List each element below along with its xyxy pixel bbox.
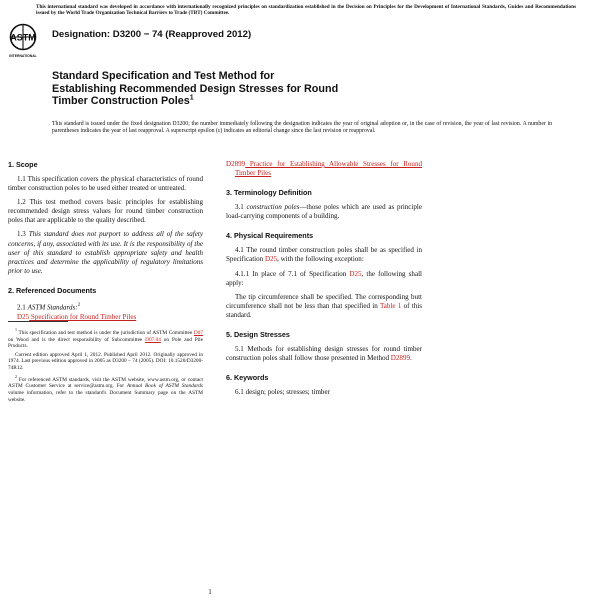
astm-logo-icon [8, 22, 38, 60]
subcommittee-d0704-link[interactable]: D07.04 [145, 336, 161, 343]
title-line-1: Standard Specification and Test Method for [52, 70, 275, 82]
footnote-2-text-b: volume information, refer to the standard's Document Summary page on the ASTM website. [8, 389, 203, 403]
reference-d2899-code-link[interactable]: D2899 [226, 160, 246, 168]
title-line-3: Timber Construction Poles [52, 95, 190, 108]
tip-text-a: The tip circumference shall be specified. The corresponding butt circumference shall not be less than that specified in [226, 292, 422, 310]
d25-reference-link[interactable]: D25 [264, 255, 278, 264]
paragraph-1-2: 1.2 This test method covers basic principles for establishing recommended design stress values for round timber construction poles that are applicable to the quality described. [8, 198, 203, 225]
paragraph-6-1: 6.1 design; poles; stresses; timber [235, 388, 330, 397]
footnote-2-mark: 2 [77, 302, 81, 308]
page-number: 1 [208, 588, 212, 596]
section-3-heading: 3. Terminology Definition [226, 188, 312, 198]
paragraph-4-1-1-text-a: 4.1.1 In place of 7.1 of Specification [235, 269, 350, 278]
paragraph-4-1-1 [226, 270, 422, 288]
tip-text-b: of this standard. [226, 301, 423, 319]
committee-d07-link[interactable]: D07 [193, 329, 203, 336]
paragraph-3-1 [226, 203, 422, 221]
annual-book-title: Annual Book of ASTM Standards [126, 383, 203, 390]
term-definition: —those poles which are used as principle load-carrying components of a building. [226, 203, 422, 221]
paragraph-2-1 [8, 301, 203, 312]
footnote-1-text-a: This specification and test method is under the jurisdiction of ASTM Committee [17, 329, 194, 336]
paragraph-5-1-text-a: 5.1 Methods for establishing design stresses for round timber construction poles shall follow those presented in Method [226, 345, 422, 363]
footnote-1-marker: 1 [15, 327, 17, 332]
paragraph-4-1-text-a: 4.1 The round timber construction poles shall be as specified in Specification [226, 246, 422, 264]
title-footnote-mark: 1 [189, 94, 194, 102]
d25-reference-link-2[interactable]: D25 [349, 269, 362, 278]
footnote-1-edition: Current edition approved April 1, 2012. Published April 2012. Originally approved in 1974. Last previous edition approved in 2005 as D3200 – 74 (2005). DOI: 10.1520/D3200-74R12. [8, 351, 203, 372]
footnote-divider [8, 321, 68, 322]
reference-d25-code-link[interactable]: D25 [17, 313, 30, 322]
issuance-statement: This standard is issued under the fixed designation D3200; the number immediately following the designation indicates the year of original adoption or, in the case of revision, the year of last revision. A number in parentheses indicates the year of last reapproval. A superscript epsilon (ε) indicates an editorial change since the last revision or reapproval. [52, 121, 552, 135]
logo-subtitle: INTERNATIONAL [9, 54, 37, 58]
footnote-2 [8, 374, 203, 404]
left-column [8, 160, 203, 327]
footnote-2-marker: 2 [15, 373, 17, 379]
section-5-heading: 5. Design Stresses [226, 330, 290, 340]
section-6-heading: 6. Keywords [226, 373, 269, 383]
logo-wordmark: ASTM [10, 32, 36, 43]
reference-d2899[interactable] [226, 160, 422, 178]
designation: Designation: D3200 − 74 (Reapproved 2012) [52, 29, 252, 40]
wto-notice: This international standard was developed in accordance with internationally recognized principles on standardization established in the Decision on Principles for the Development of International Standards, Guides and Recommendations issued by the World Trade Organization Technical Barriers to Trade (TBT) Committee. [36, 4, 576, 17]
footnote-2-text-a: For referenced ASTM standards, visit the ASTM website, www.astm.org, or contact ASTM Customer Service at service@astm.org. For [8, 376, 203, 390]
d2899-reference-link[interactable]: D2899 [390, 354, 410, 363]
astm-standards-label: ASTM Standards: [27, 303, 78, 312]
paragraph-5-1-text-b: . [409, 354, 412, 363]
safety-caveat-text: This standard does not purport to address all of the safety concerns, if any, associated with its use. It is the responsibility of the user of this standard to establish appropriate safety and health practices and determine the applicability of regulatory limitations prior to use. [8, 230, 203, 275]
table-1-link[interactable]: Table 1 [379, 301, 402, 310]
title-line-2: Establishing Recommended Design Stresses for Round [52, 82, 339, 95]
paragraph-4-1-text-b: , with the following exception: [277, 255, 364, 264]
section-4-heading: 4. Physical Requirements [226, 231, 314, 241]
document-title [52, 70, 382, 108]
footnote-1-text-b: on Wood and is the direct responsibility of Subcommittee [8, 336, 146, 343]
paragraph-3-1-number: 3.1 [235, 203, 247, 212]
footnote-1 [8, 327, 203, 350]
paragraph-4-1 [226, 246, 422, 264]
right-column [226, 160, 422, 402]
paragraph-1-1: 1.1 This specification covers the physical characteristics of round timber construction poles to be used either treated or untreated. [8, 175, 203, 193]
paragraph-1-3-number: 1.3 [17, 230, 29, 239]
reference-d25-title-link[interactable]: Specification for Round Timber Piles [29, 313, 137, 322]
paragraph-2-1-number: 2.1 [17, 303, 28, 312]
section-1-heading: 1. Scope [8, 160, 38, 169]
paragraph-5-1 [226, 345, 422, 363]
section-2-heading: 2. Referenced Documents [8, 285, 97, 295]
tip-circumference-paragraph [226, 293, 422, 320]
paragraph-1-3 [8, 230, 203, 275]
footnote-1-text-c: on Pole and Pile Products. [8, 336, 204, 350]
paragraph-4-1-1-text-b: , the following shall apply: [226, 269, 422, 287]
defined-term: construction poles [246, 203, 300, 212]
reference-d2899-title-link[interactable]: Practice for Establishing Allowable Stresses for Round Timber Piles [235, 160, 422, 178]
footnotes [8, 327, 203, 405]
